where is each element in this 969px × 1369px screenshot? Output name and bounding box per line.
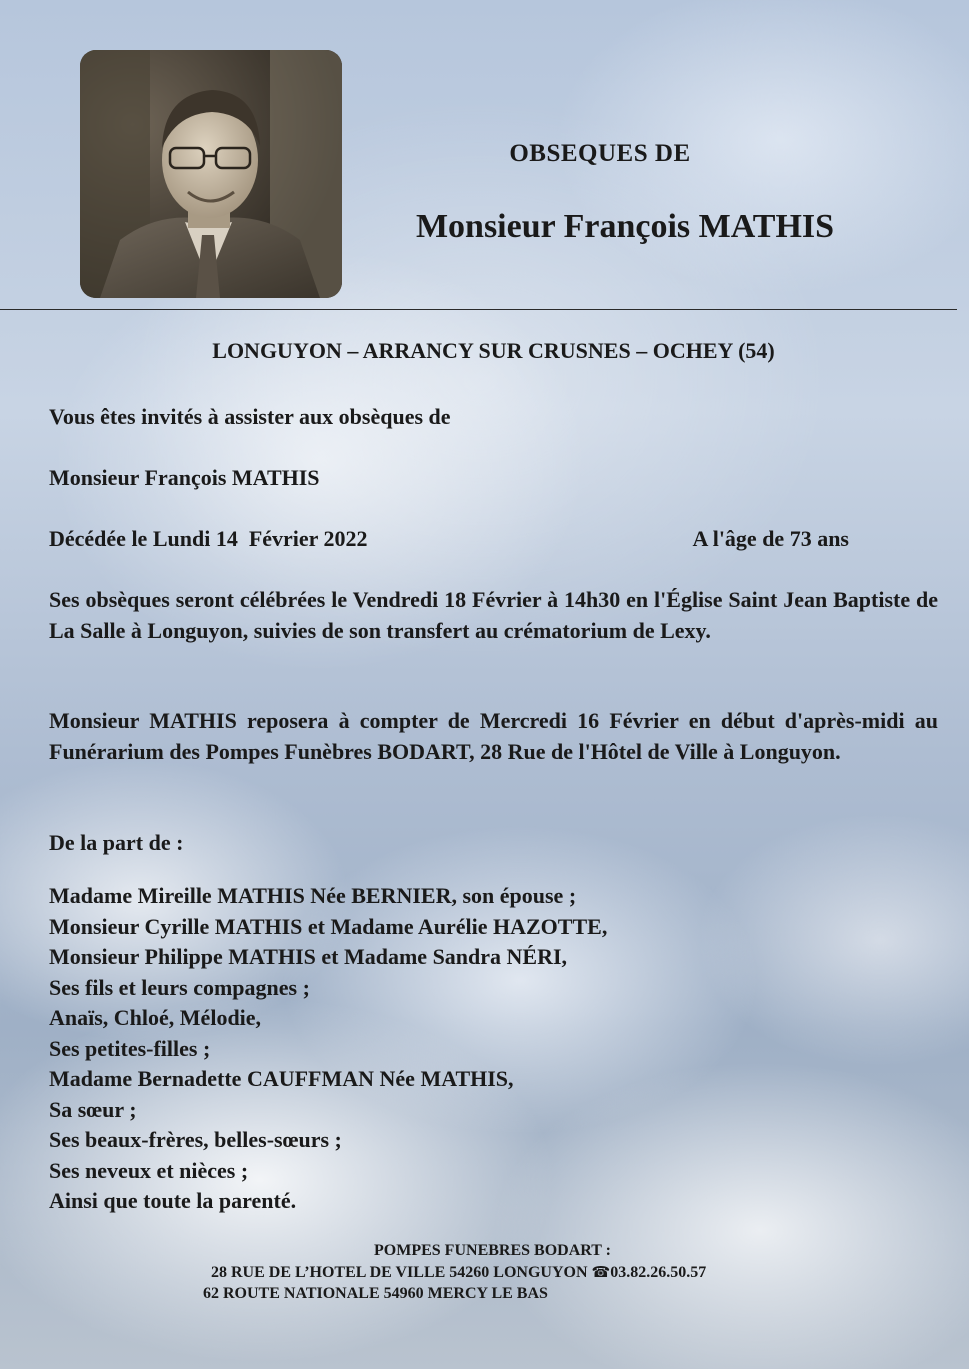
family-line: Ses petites-filles ; (49, 1035, 211, 1061)
footer-address-1 (211, 1262, 706, 1283)
towns-line: LONGUYON – ARRANCY SUR CRUSNES – OCHEY (54) (212, 338, 775, 363)
portrait-image (80, 50, 342, 298)
family-line: Anaïs, Chloé, Mélodie, (49, 1005, 262, 1030)
family-line: Madame Bernadette CAUFFMAN Née MATHIS, (49, 1066, 514, 1091)
header-divider (0, 309, 957, 310)
family-line: Ainsi que toute la parenté. (49, 1188, 297, 1213)
family-line: Monsieur Philippe MATHIS et Madame Sandra NÉRI, (49, 944, 568, 969)
footer-address-2: 62 ROUTE NATIONALE 54960 MERCY LE BAS (203, 1285, 548, 1302)
age-at-death: A l'âge de 73 ans (692, 526, 849, 551)
footer-address-1-text: 28 RUE DE L’HOTEL DE VILLE 54260 LONGUYON (211, 1264, 588, 1281)
death-date-row (49, 524, 938, 555)
family-line: Ses fils et leurs compagnes ; (49, 974, 310, 1000)
family-line: Sa sœur ; (49, 1096, 137, 1122)
rest-paragraph: Monsieur MATHIS reposera à compter de Mercredi 16 Février en début d'après-midi au Funérarium des Pompes Funèbres BODART, 28 Rue de l'Hôtel de Ville à Longuyon. (49, 708, 938, 764)
family-line: Ses neveux et nièces ; (49, 1157, 249, 1183)
from-label: De la part de : (49, 830, 184, 855)
footer-phone: 03.82.26.50.57 (610, 1264, 707, 1281)
ceremony-paragraph: Ses obsèques seront célébrées le Vendredi 18 Février à 14h30 en l'Église Saint Jean Baptiste de La Salle à Longuyon, suivies de son transfert au crématorium de Lexy. (49, 587, 938, 643)
family-line: Madame Mireille MATHIS Née BERNIER, son épouse ; (49, 883, 577, 908)
invitation-text: Vous êtes invités à assister aux obsèques de (49, 404, 451, 429)
family-line: Ses beaux-frères, belles-sœurs ; (49, 1127, 342, 1152)
page-title-name: Monsieur François MATHIS (415, 208, 835, 245)
portrait-photo (80, 50, 342, 298)
deceased-name: Monsieur François MATHIS (49, 465, 320, 490)
family-line: Monsieur Cyrille MATHIS et Madame Aurélie HAZOTTE, (49, 913, 608, 939)
footer-company: POMPES FUNEBRES BODART : (374, 1242, 611, 1259)
death-date: Décédée le Lundi 14 Février 2022 (49, 526, 368, 551)
telephone-icon: ☎ (591, 1263, 611, 1281)
family-list (49, 881, 938, 1217)
page-title-label: OBSEQUES DE (509, 140, 691, 167)
